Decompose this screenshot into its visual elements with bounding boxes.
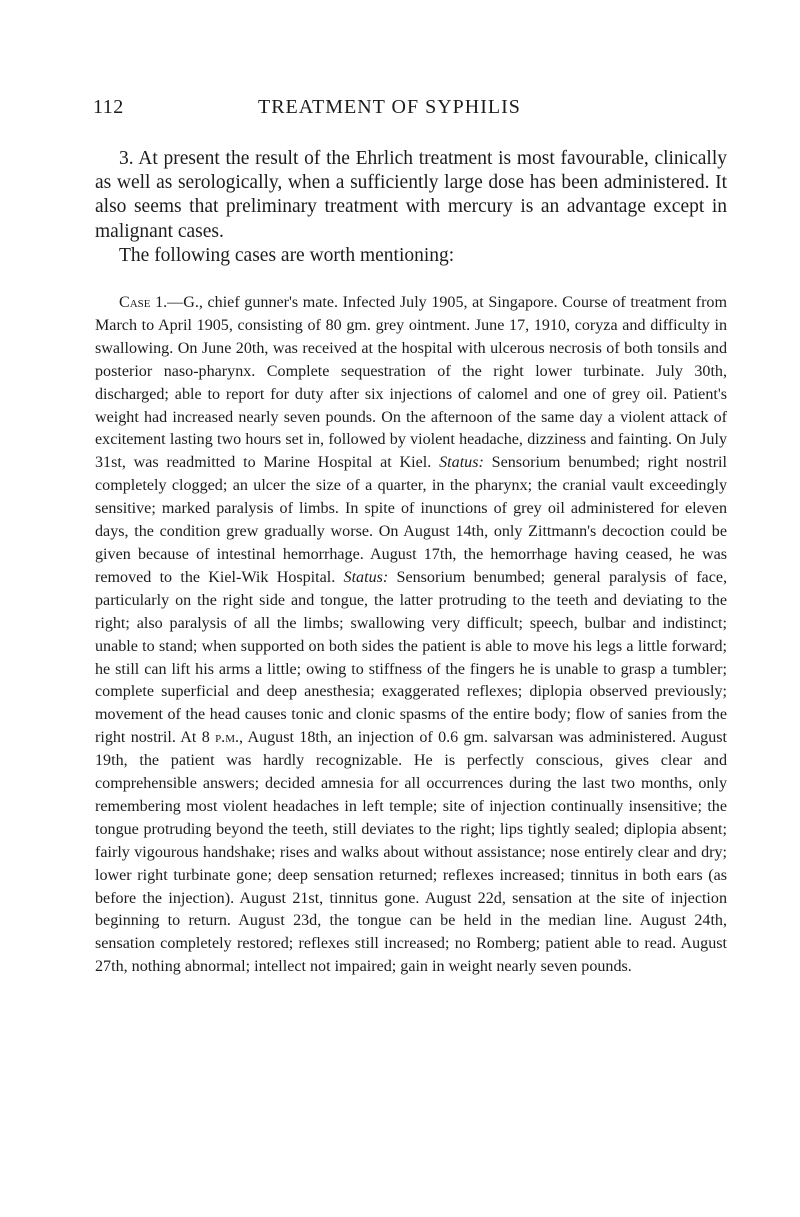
case-text-2: Sensorium benumbed; right nostril completely clogged; an ulcer the size of a quarter, in the pharynx; the cranial vault exceedingly sensitive; marked paralysis of limbs. In spite of inunctions of grey oil administered for eleven days, the condition grew gradually worse. On August 14th, only Zittmann's decoction could be given because of intestinal hemorrhage. August 17th, the hemorrhage having ceased, he was removed to the Kiel-Wik Hospital. [95,454,727,586]
status-label: Status: [439,454,484,472]
case-report [95,292,727,979]
time-pm: p.m. [215,729,240,747]
status-label: Status: [343,568,389,586]
case-text-1: 1.—G., chief gunner's mate. Infected July 1905, at Singapore. Course of treatment from March to April 1905, consisting of 80 gm. grey ointment. June 17, 1910, coryza and difficulty in swallowing. On June 20th, was received at the hospital with ulcerous necrosis of both tonsils and posterior naso-pharynx. Complete sequestration of the right lower turbinate. July 30th, discharged; able to report for duty after six injections of calomel and one of grey oil. Patient's weight had increased nearly seven pounds. On the afternoon of the same day a violent attack of excitement lasting two hours set in, followed by violent headache, dizziness and fainting. On July 31st, was readmitted to Marine Hospital at Kiel. [95,294,727,472]
page-number: 112 [93,96,124,118]
case-text-3: Sensorium benumbed; general paralysis of face, particularly on the right side and tongue, the latter protruding to the teeth and deviating to the right; also paralysis of all the limbs; swallowing very difficult; speech, bulbar and indistinct; unable to stand; when supported on both sides the patient is able to move his legs a little forward; he still can lift his arms a little; owing to stiffness of the fingers he is unable to grasp a tumbler; complete superficial and deep anesthesia; exaggerated reflexes; diplopia observed previously; movement of the head causes tonic and clonic spasms of the entire body; flow of sanies from the right nostril. At 8 [95,568,728,747]
intro-paragraph: 3. At present the result of the Ehrlich treatment is most favourable, clinically as well as serologically, when a sufficiently large dose has been administered. It also seems that preliminary treatment with mercury is an advantage except in malignant cases. [95,148,727,242]
intro-section [95,147,727,268]
case-text-4: , August 18th, an injection of 0.6 gm. salvarsan was administered. August 19th, the patient was hardly recognizable. He is perfectly conscious, gives clear and comprehensible answers; decided amnesia for all occurrences during the last two months, only remembering most violent headaches in left temple; site of injection continually insensitive; the tongue protruding beyond the teeth, still deviates to the right; lips tightly sealed; diplopia absent; fairly vigourous handshake; rises and walks about without assistance; nose entirely clear and dry; lower right turbinate gone; deep sensation returned; reflexes increased; tinnitus in both ears (as before the injection). August 21st, tinnitus gone. August 22d, sensation at the site of injection beginning to return. August 23d, the tongue can be held in the median line. August 24th, sensation completely restored; reflexes still increased; no Romberg; patient able to read. August 27th, nothing abnormal; intellect not impaired; gain in weight nearly seven pounds. [95,729,727,976]
running-title: TREATMENT OF SYPHILIS [258,96,521,118]
page-header [93,96,733,122]
case-label: Case [119,294,151,311]
intro-lead-in: The following cases are worth mentioning: [119,244,455,266]
